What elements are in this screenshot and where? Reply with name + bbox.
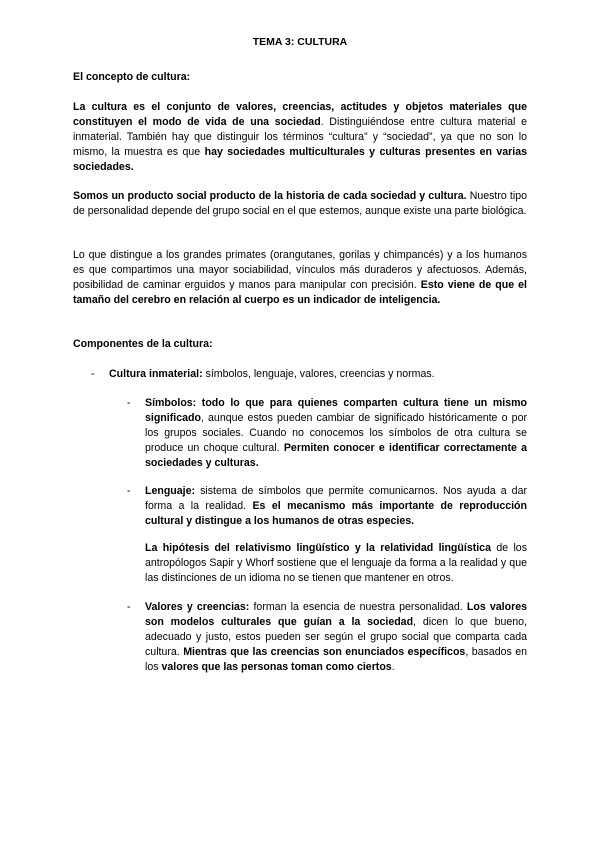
document-title: TEMA 3: CULTURA (252, 36, 348, 48)
bullet-dash: - (127, 485, 131, 497)
body-text: , basados en los (145, 646, 528, 673)
bold-text: Es el mecanismo más importante de reproducción cultural y distingue a los humanos de otras especies. (145, 500, 527, 527)
list-item-simbolos (145, 396, 527, 471)
paragraph-primates (73, 248, 527, 308)
list-item-valores-creencias (145, 600, 527, 675)
bold-text: valores que las personas toman como ciertos (161, 661, 392, 673)
section-heading-concepto: El concepto de cultura: (73, 71, 191, 83)
bold-text: Valores y creencias: (145, 601, 250, 613)
bold-text: Permiten conocer e identificar correctamente a sociedades y culturas. (145, 442, 527, 469)
bullet-dash: - (127, 601, 131, 613)
bold-text: La hipótesis del relativismo lingüístico y la relatividad lingüística (145, 542, 491, 554)
bold-text: hay sociedades multiculturales y culturas presentes en varias sociedades. (73, 146, 527, 173)
bold-text: La cultura es el conjunto de valores, creencias, actitudes y objetos materiales que constituyen el modo de vida de una sociedad (73, 101, 527, 128)
bold-text: Esto viene de que el tamaño del cerebro en relación al cuerpo es un indicador de inteligencia. (73, 279, 527, 306)
body-text: sistema de símbolos que permite comunicarnos. Nos ayuda a dar forma a la realidad. (145, 485, 527, 512)
bold-text: Mientras que las creencias son enunciados específicos (183, 646, 466, 658)
body-text: , dicen lo que bueno, adecuado y justo, estos pueden ser según el grupo social que comparta cada cultura. (145, 616, 527, 658)
bold-text: Somos un producto social producto de la historia de cada sociedad y cultura. (73, 190, 467, 202)
body-text: símbolos, lenguaje, valores, creencias y normas. (202, 368, 435, 380)
body-text: . Distinguiéndose entre cultura material e inmaterial. También hay que distinguir los términos “cultura” y “sociedad”, ya que no son lo mismo, la muestra es que (73, 116, 527, 158)
paragraph-definicion (73, 100, 527, 175)
body-text: Lo que distingue a los grandes primates (orangutanes, gorilas y chimpancés) y a los humanos es que compartimos una mayor sociabilidad, vínculos más duraderos y afectuosos. Además, posibilidad de caminar erguidos y manos para manipular con precisión. (73, 249, 527, 291)
list-item-cultura-inmaterial (109, 367, 527, 382)
body-text: Nuestro tipo de personalidad depende del grupo social en el que estemos, aunque existe una parte biológica. (73, 190, 527, 217)
bullet-dash: - (91, 368, 95, 380)
paragraph-relativismo (145, 541, 527, 586)
bold-text: Símbolos: todo lo que para quienes comparten cultura tiene un mismo significado (145, 397, 527, 424)
section-heading-componentes: Componentes de la cultura: (73, 338, 213, 350)
body-text: . (391, 661, 395, 673)
body-text: forman la esencia de nuestra personalidad. (249, 601, 467, 613)
paragraph-producto-social (73, 189, 527, 219)
bold-text: Los valores son modelos culturales que guían a la sociedad (145, 601, 528, 628)
bullet-dash: - (127, 397, 131, 409)
bold-text: Cultura inmaterial: (109, 368, 203, 380)
body-text: de los antropólogos Sapir y Whorf sostiene que el lenguaje da forma a la realidad y que las distinciones de un idioma no se tienen que mantener en otros. (145, 542, 527, 584)
body-text: , aunque estos pueden cambiar de significado históricamente o por los grupos sociales. Cuando no conocemos los símbolos de otra cultura se produce un choque cultural. (145, 412, 527, 454)
list-item-lenguaje (145, 484, 527, 529)
bold-text: Lenguaje: (145, 485, 196, 497)
